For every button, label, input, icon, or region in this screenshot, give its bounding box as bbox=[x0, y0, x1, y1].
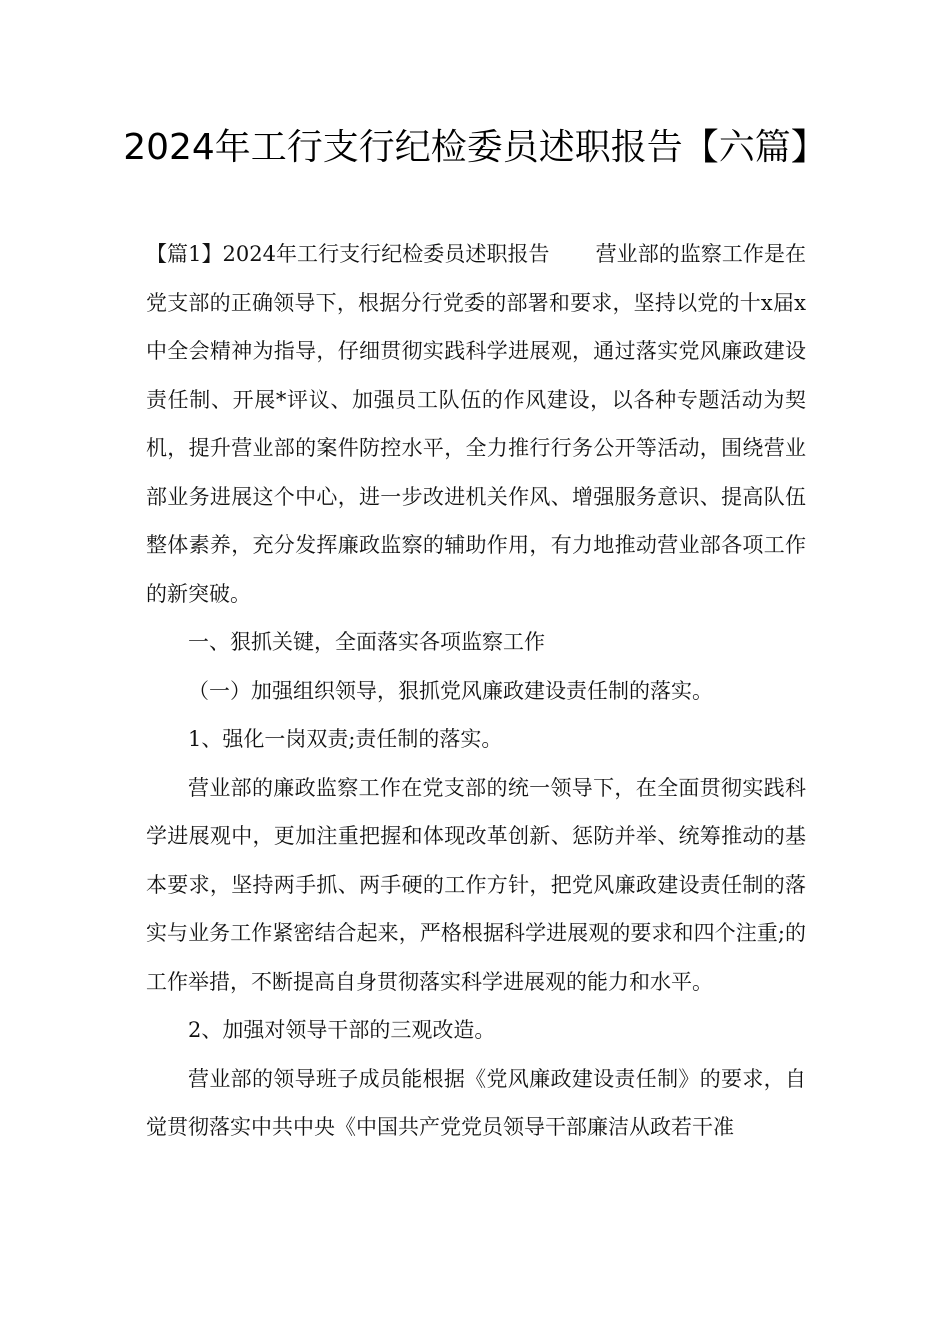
intro-paragraph: 营业部的监察工作是在党支部的正确领导下，根据分行党委的部署和要求，坚持以党的十x届x中全会精神为指导，仔细贯彻实践科学进展观，通过落实党风廉政建设责任制、开展*评议、加强员工队伍的作风建设，以各种专题活动为契机，提升营业部的案件防控水平，全力推行行务公开等活动，围绕营业部业务进展这个中心，进一步改进机关作风、增强服务意识、提高队伍整体素养，充分发挥廉政监察的辅助作用，有力地推动营业部各项工作的新突破。 bbox=[146, 242, 807, 606]
item-2-heading: 2、加强对领导干部的三观改造。 bbox=[188, 1018, 496, 1042]
intro-block bbox=[146, 230, 806, 618]
item-1-paragraph: 营业部的廉政监察工作在党支部的统一领导下，在全面贯彻实践科学进展观中，更加注重把握和体现改革创新、惩防并举、统筹推动的基本要求，坚持两手抓、两手硬的工作方针，把党风廉政建设责任制的落实与业务工作紧密结合起来，严格根据科学进展观的要求和四个注重;的工作举措，不断提高自身贯彻落实科学进展观的能力和水平。 bbox=[146, 775, 806, 994]
heading-level-2: （一）加强组织领导，狠抓党风廉政建设责任制的落实。 bbox=[188, 678, 713, 703]
section-heading: 【篇1】2024年工行支行纪检委员述职报告 bbox=[146, 242, 550, 266]
item-1-heading: 1、强化一岗双责;责任制的落实。 bbox=[188, 727, 503, 751]
item-2-paragraph: 营业部的领导班子成员能根据《党风廉政建设责任制》的要求，自觉贯彻落实中共中央《中国共产党党员领导干部廉洁从政若干准 bbox=[146, 1066, 806, 1139]
document-body bbox=[146, 230, 806, 1152]
document-title: 2024年工行支行纪检委员述职报告【六篇】 bbox=[123, 127, 827, 168]
heading-level-1: 一、狠抓关键，全面落实各项监察工作 bbox=[188, 630, 545, 654]
